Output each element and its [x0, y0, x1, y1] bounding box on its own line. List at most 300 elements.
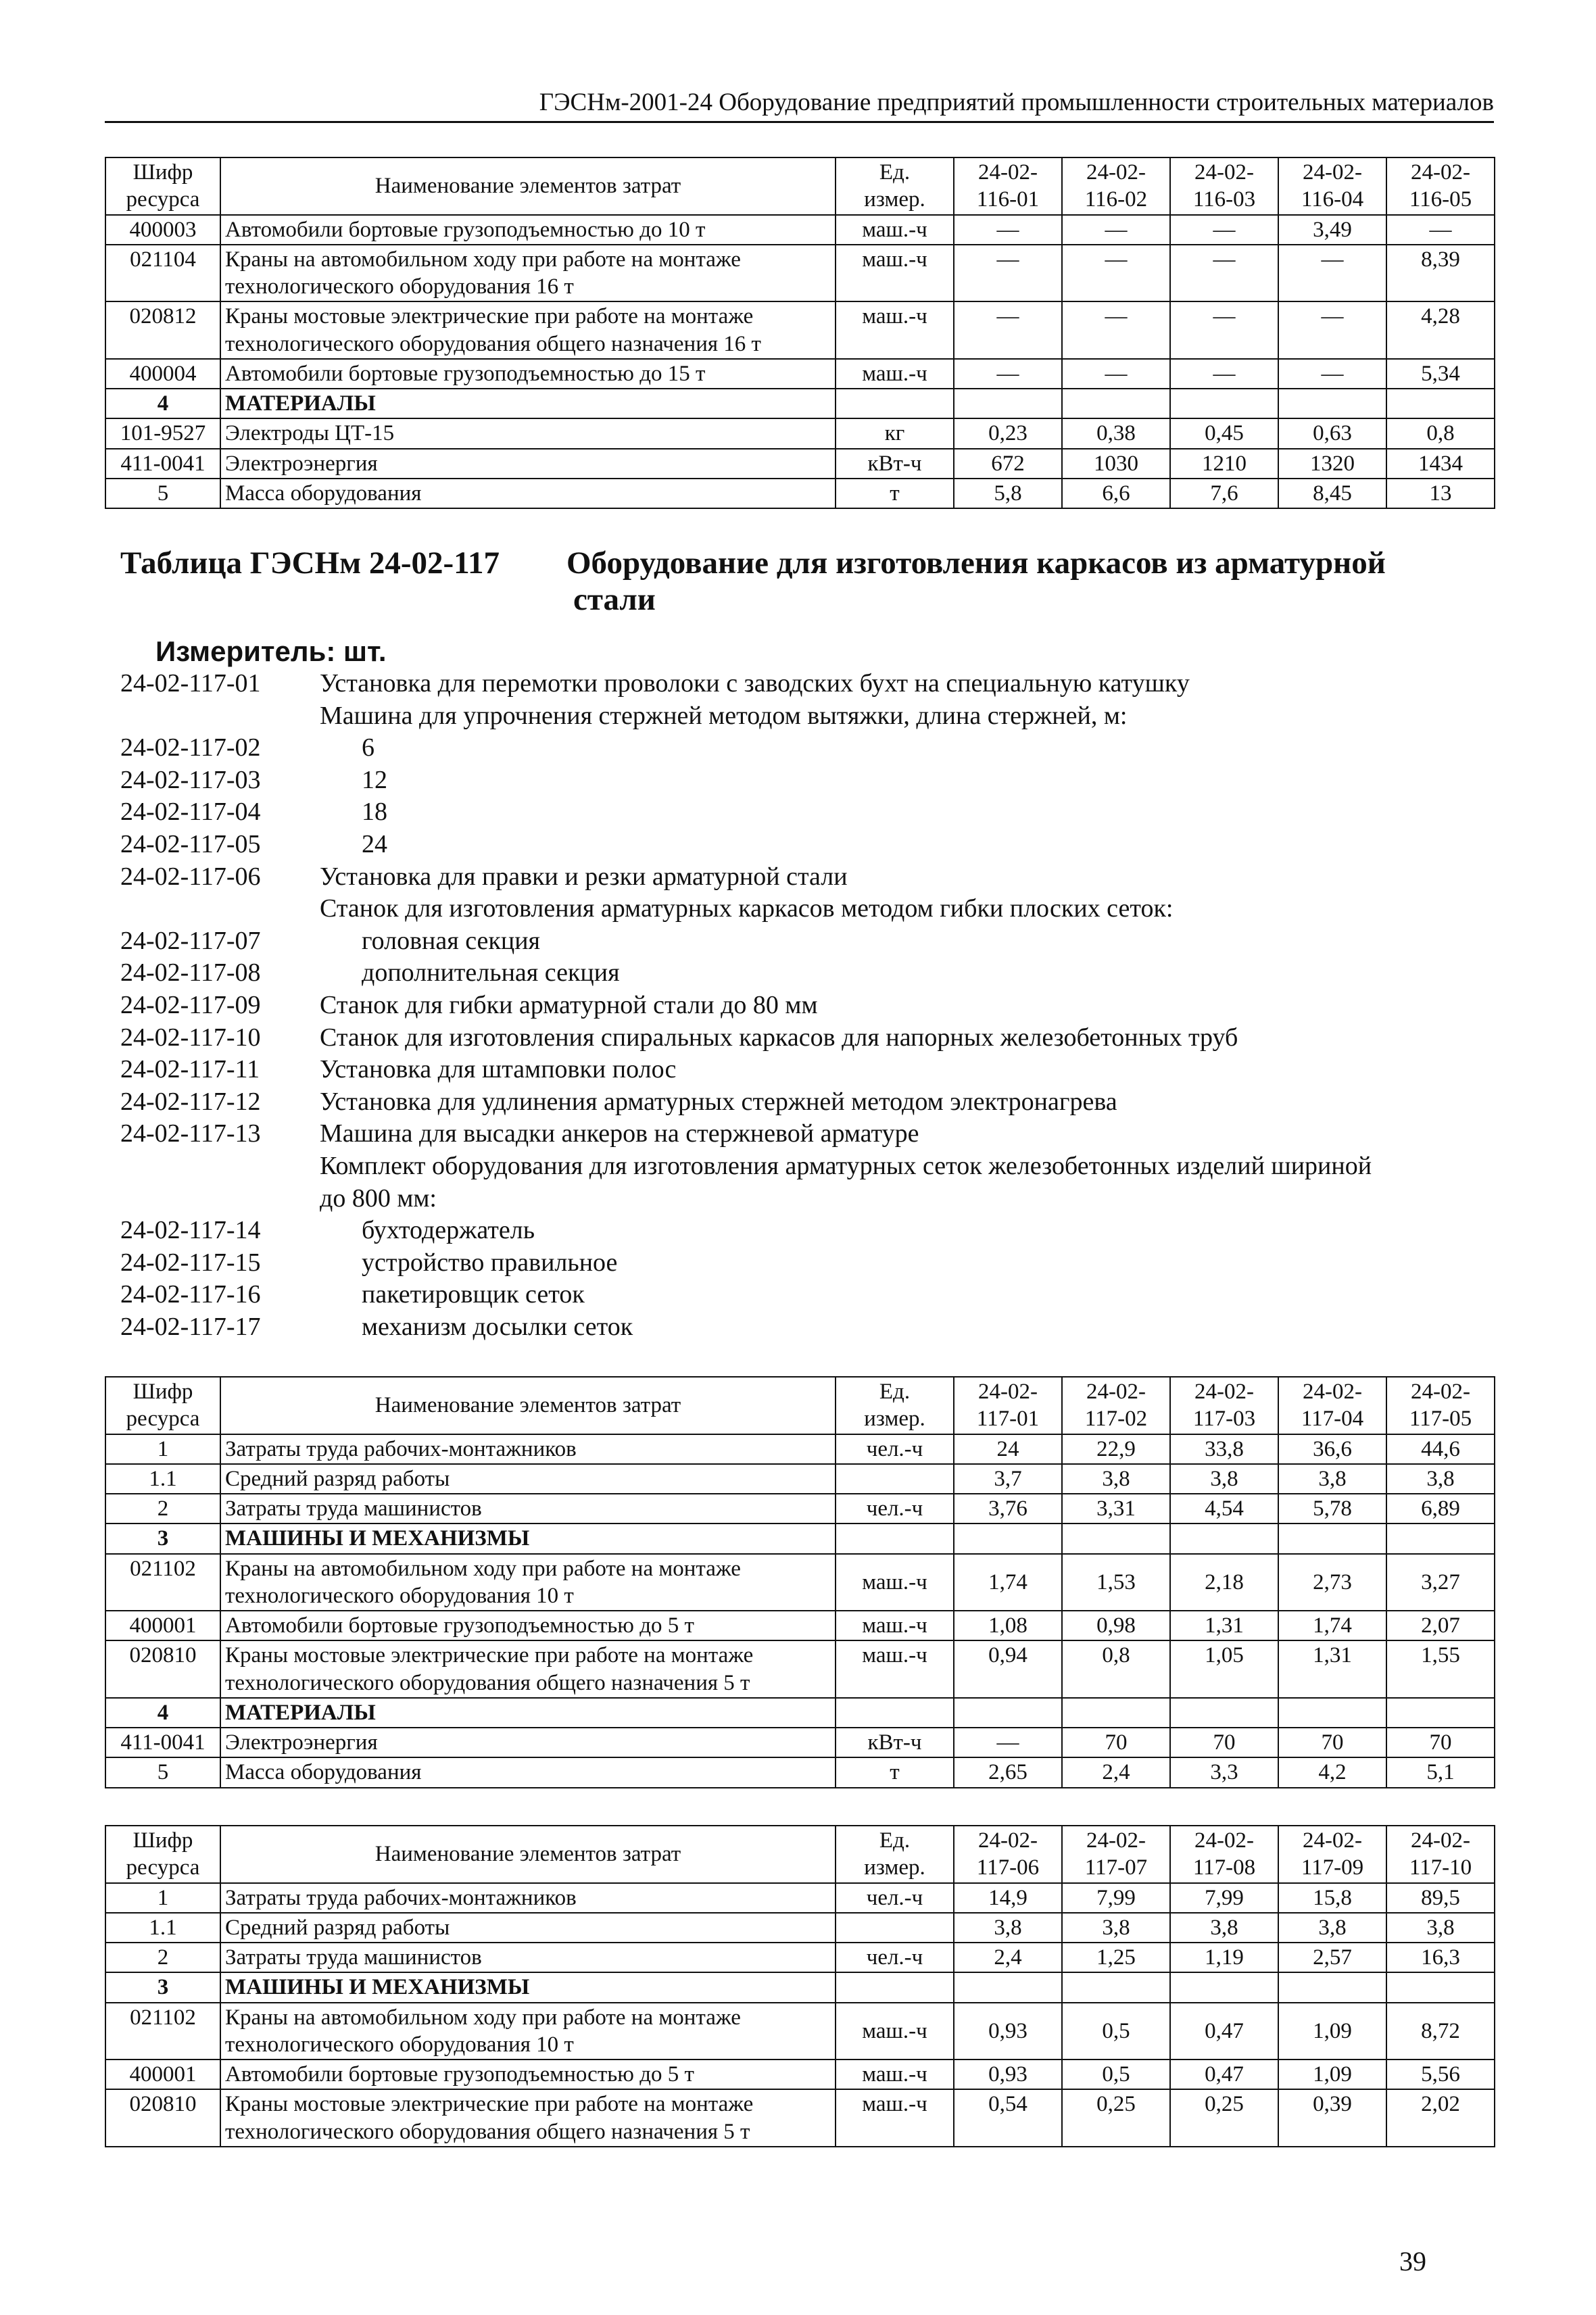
resource-name: [220, 1554, 836, 1611]
unit: чел.-ч: [836, 1943, 954, 1972]
value-cell: 3,8: [1386, 1913, 1495, 1943]
work-code: 24-02-117-16: [120, 1280, 261, 1309]
resource-code: 1.1: [105, 1464, 220, 1494]
resource-table-117-01-05: [105, 1376, 1495, 1788]
unit: чел.-ч: [836, 1883, 954, 1913]
unit: маш.-ч: [836, 1611, 954, 1640]
work-code: 24-02-117-07: [120, 926, 261, 955]
resource-name: [220, 1434, 836, 1464]
col-header-unit-l2: измер.: [864, 187, 925, 212]
value-cell: 33,8: [1170, 1434, 1278, 1464]
col-header-value-l1: 24-02-: [1194, 1828, 1254, 1853]
table-row: [105, 1611, 1495, 1640]
resource-name-line: технологического оборудования 10 т: [225, 1583, 574, 1608]
unit: чел.-ч: [836, 1494, 954, 1524]
resource-name-line: технологического оборудования общего назначения 5 т: [225, 1670, 750, 1695]
value-cell: 14,9: [954, 1883, 1062, 1913]
section-row: [105, 1524, 1495, 1553]
value-cell: —: [1386, 215, 1495, 245]
value-cell: 3,27: [1386, 1554, 1495, 1611]
col-header-value: [1170, 1377, 1278, 1434]
col-header-value: [954, 1826, 1062, 1883]
resource-name-line: Масса оборудования: [225, 481, 422, 506]
col-header-code: [105, 157, 220, 215]
value-cell: 0,63: [1278, 418, 1386, 448]
value-cell: 2,07: [1386, 1611, 1495, 1640]
resource-name: [220, 215, 836, 245]
value-cell: [1170, 389, 1278, 418]
value-cell: [954, 1698, 1062, 1728]
col-header-name: Наименование элементов затрат: [220, 1826, 836, 1883]
value-cell: 5,34: [1386, 359, 1495, 389]
value-cell: 70: [1278, 1728, 1386, 1757]
work-description: Станок для изготовления арматурных каркасов методом гибки плоских сеток:: [320, 894, 1174, 923]
table-row: [105, 1728, 1495, 1757]
header-row: [105, 1377, 1495, 1434]
col-header-value-l2: 117-03: [1192, 1407, 1256, 1432]
col-header-unit-l2: измер.: [864, 1855, 925, 1880]
table-title-line-1: Оборудование для изготовления каркасов из арматурной: [566, 545, 1386, 581]
work-description: головная секция: [362, 926, 541, 955]
value-cell: 2,02: [1386, 2089, 1495, 2147]
table-row: [105, 1464, 1495, 1494]
col-header-code: [105, 1377, 220, 1434]
col-header-unit: [836, 1377, 954, 1434]
value-cell: 70: [1170, 1728, 1278, 1757]
value-cell: [1278, 389, 1386, 418]
value-cell: 6,6: [1062, 479, 1170, 508]
table-row: [105, 2060, 1495, 2089]
value-cell: [1170, 1524, 1278, 1553]
value-cell: 3,49: [1278, 215, 1386, 245]
resource-name: [220, 1464, 836, 1494]
value-cell: 3,8: [1062, 1913, 1170, 1943]
col-header-value-l2: 117-02: [1084, 1407, 1148, 1432]
work-description: Станок для изготовления спиральных каркасов для напорных железобетонных труб: [320, 1023, 1238, 1052]
value-cell: 5,78: [1278, 1494, 1386, 1524]
resource-name-line: Масса оборудования: [225, 1760, 422, 1785]
work-description: 12: [362, 765, 387, 794]
col-header-value-l1: 24-02-: [1303, 1828, 1362, 1853]
resource-code: 021102: [105, 2003, 220, 2060]
work-description: бухтодержатель: [362, 1216, 535, 1245]
resource-name-line: Электроэнергия: [225, 451, 378, 476]
value-cell: 13: [1386, 479, 1495, 508]
code-row: [120, 1279, 1493, 1311]
resource-code: 020810: [105, 1640, 220, 1698]
table-row: [105, 301, 1495, 359]
resource-name-line: МАШИНЫ И МЕХАНИЗМЫ: [225, 1975, 530, 2000]
col-header-code-l2: ресурса: [126, 187, 200, 212]
col-header-code-l1: Шифр: [132, 1380, 193, 1404]
value-cell: [1386, 1972, 1495, 2002]
value-cell: 0,8: [1386, 418, 1495, 448]
value-cell: —: [954, 245, 1062, 302]
col-header-value: [1278, 157, 1386, 215]
resource-name-line: Краны на автомобильном ходу при работе на монтаже: [225, 1556, 741, 1581]
unit: кВт-ч: [836, 449, 954, 479]
value-cell: —: [1278, 245, 1386, 302]
work-code: [120, 700, 320, 733]
resource-name: [220, 449, 836, 479]
resource-name: [220, 2089, 836, 2147]
resource-name: [220, 245, 836, 302]
col-header-value: [1386, 1826, 1495, 1883]
resource-name: [220, 1494, 836, 1524]
resource-name-line: Средний разряд работы: [225, 1915, 450, 1940]
table-row: [105, 1554, 1495, 1611]
value-cell: 3,8: [1170, 1913, 1278, 1943]
resource-name-line: Автомобили бортовые грузоподъемностью до 5 т: [225, 1613, 694, 1638]
value-cell: 1,31: [1278, 1640, 1386, 1698]
resource-name-line: технологического оборудования 16 т: [225, 274, 574, 299]
col-header-value-l1: 24-02-: [1086, 1828, 1146, 1853]
table-row: [105, 449, 1495, 479]
value-cell: 1,09: [1278, 2003, 1386, 2060]
value-cell: [1062, 1972, 1170, 2002]
value-cell: [954, 1524, 1062, 1553]
col-header-value: [1062, 157, 1170, 215]
value-cell: 7,99: [1170, 1883, 1278, 1913]
value-cell: —: [1170, 359, 1278, 389]
value-cell: 0,93: [954, 2003, 1062, 2060]
value-cell: —: [1170, 215, 1278, 245]
col-header-unit-l2: измер.: [864, 1407, 925, 1432]
resource-name: [220, 1757, 836, 1787]
unit: маш.-ч: [836, 359, 954, 389]
value-cell: 2,18: [1170, 1554, 1278, 1611]
resource-name: [220, 1943, 836, 1972]
col-header-value-l2: 117-08: [1192, 1855, 1256, 1880]
resource-name-line: Краны мостовые электрические при работе на монтаже: [225, 1643, 754, 1668]
value-cell: 36,6: [1278, 1434, 1386, 1464]
col-header-value-l2: 117-04: [1301, 1407, 1364, 1432]
code-row: [120, 1054, 1493, 1086]
table-row: [105, 2089, 1495, 2147]
table-row: [105, 1434, 1495, 1464]
resource-code: 5: [105, 1757, 220, 1787]
value-cell: 3,8: [1062, 1464, 1170, 1494]
value-cell: 2,4: [954, 1943, 1062, 1972]
value-cell: 7,6: [1170, 479, 1278, 508]
value-cell: —: [1278, 359, 1386, 389]
unit: т: [836, 479, 954, 508]
value-cell: 5,8: [954, 479, 1062, 508]
resource-name-line: технологического оборудования общего назначения 16 т: [225, 331, 761, 356]
measure-unit: Измеритель: шт.: [155, 635, 387, 667]
work-description: 6: [362, 733, 374, 762]
resource-code: 5: [105, 479, 220, 508]
value-cell: 70: [1386, 1728, 1495, 1757]
col-header-value-l1: 24-02-: [1194, 160, 1254, 185]
value-cell: —: [1278, 301, 1386, 359]
work-description: механизм досылки сеток: [362, 1312, 633, 1341]
value-cell: 4,54: [1170, 1494, 1278, 1524]
value-cell: 1,74: [954, 1554, 1062, 1611]
value-cell: 0,8: [1062, 1640, 1170, 1698]
col-header-value: [1386, 1377, 1495, 1434]
col-header-value: [1062, 1826, 1170, 1883]
value-cell: 5,1: [1386, 1757, 1495, 1787]
code-row: [120, 1150, 1493, 1183]
table-row: [105, 1943, 1495, 1972]
resource-table-116: [105, 157, 1495, 509]
col-header-value-l1: 24-02-: [978, 1828, 1038, 1853]
value-cell: [954, 1972, 1062, 2002]
resource-name: [220, 1728, 836, 1757]
table-row: [105, 1757, 1495, 1787]
value-cell: 0,23: [954, 418, 1062, 448]
col-header-value: [1278, 1826, 1386, 1883]
col-header-value-l2: 116-04: [1301, 187, 1364, 212]
value-cell: 15,8: [1278, 1883, 1386, 1913]
resource-name: [220, 2060, 836, 2089]
col-header-value-l2: 116-01: [976, 187, 1040, 212]
value-cell: 4,28: [1386, 301, 1495, 359]
resource-code: 400001: [105, 1611, 220, 1640]
value-cell: 8,45: [1278, 479, 1386, 508]
col-header-value-l2: 117-07: [1084, 1855, 1148, 1880]
col-header-value-l2: 116-03: [1192, 187, 1256, 212]
value-cell: [1170, 1972, 1278, 2002]
work-description: Установка для правки и резки арматурной стали: [320, 862, 848, 891]
resource-code: 1: [105, 1883, 220, 1913]
value-cell: 2,57: [1278, 1943, 1386, 1972]
work-code: 24-02-117-02: [120, 733, 261, 762]
resource-name-line: Краны мостовые электрические при работе на монтаже: [225, 304, 754, 329]
col-header-unit-l1: Ед.: [879, 1380, 911, 1404]
value-cell: [1386, 389, 1495, 418]
value-cell: 3,7: [954, 1464, 1062, 1494]
value-cell: 8,72: [1386, 2003, 1495, 2060]
resource-code: 400004: [105, 359, 220, 389]
col-header-code-l2: ресурса: [126, 1855, 200, 1880]
value-cell: 2,73: [1278, 1554, 1386, 1611]
code-row: [120, 1086, 1493, 1119]
value-cell: —: [1062, 215, 1170, 245]
work-codes-list: [120, 668, 1493, 1343]
value-cell: 24: [954, 1434, 1062, 1464]
col-header-code-l1: Шифр: [132, 1828, 193, 1853]
value-cell: [1278, 1698, 1386, 1728]
code-row: [120, 1118, 1493, 1150]
work-code: 24-02-117-10: [120, 1023, 261, 1052]
value-cell: 3,3: [1170, 1757, 1278, 1787]
section-row: [105, 1698, 1495, 1728]
work-code: 24-02-117-17: [120, 1312, 261, 1341]
unit: кг: [836, 418, 954, 448]
work-code: 24-02-117-15: [120, 1248, 261, 1277]
code-row: [120, 925, 1493, 958]
work-code: [120, 893, 320, 925]
work-description: дополнительная секция: [362, 958, 620, 988]
col-header-value-l2: 117-09: [1301, 1855, 1364, 1880]
value-cell: 1,53: [1062, 1554, 1170, 1611]
resource-name-line: Затраты труда машинистов: [225, 1496, 482, 1521]
resource-name: [220, 2003, 836, 2060]
code-row: [120, 957, 1493, 990]
work-description: пакетировщик сеток: [362, 1280, 585, 1309]
value-cell: 3,31: [1062, 1494, 1170, 1524]
value-cell: —: [954, 1728, 1062, 1757]
col-header-value: [954, 1377, 1062, 1434]
col-header-value-l2: 117-05: [1409, 1407, 1472, 1432]
value-cell: 3,8: [1386, 1464, 1495, 1494]
table-row: [105, 1913, 1495, 1943]
table-row: [105, 359, 1495, 389]
value-cell: 16,3: [1386, 1943, 1495, 1972]
value-cell: 0,5: [1062, 2060, 1170, 2089]
code-row: [120, 1215, 1493, 1247]
col-header-value: [954, 157, 1062, 215]
value-cell: 70: [1062, 1728, 1170, 1757]
value-cell: [1386, 1698, 1495, 1728]
value-cell: —: [954, 359, 1062, 389]
resource-name: [220, 1524, 836, 1553]
resource-code: 400003: [105, 215, 220, 245]
section-row: [105, 1972, 1495, 2002]
work-code: 24-02-117-08: [120, 958, 261, 988]
value-cell: —: [1170, 245, 1278, 302]
work-description: 24: [362, 829, 387, 858]
value-cell: 22,9: [1062, 1434, 1170, 1464]
resource-name: [220, 301, 836, 359]
value-cell: 3,76: [954, 1494, 1062, 1524]
code-row: [120, 700, 1493, 733]
work-description: Установка для удлинения арматурных стержней методом электронагрева: [320, 1087, 1117, 1116]
code-row: [120, 796, 1493, 829]
page-number: 39: [1399, 2246, 1426, 2276]
work-code: 24-02-117-04: [120, 798, 261, 827]
work-description: Машина для высадки анкеров на стержневой арматуре: [320, 1119, 919, 1148]
resource-code: 411-0041: [105, 449, 220, 479]
col-header-value-l1: 24-02-: [978, 1380, 1038, 1404]
resource-name: [220, 1883, 836, 1913]
header-row: [105, 1826, 1495, 1883]
value-cell: 44,6: [1386, 1434, 1495, 1464]
col-header-value-l1: 24-02-: [1411, 1828, 1470, 1853]
unit: [836, 1524, 954, 1553]
value-cell: 0,39: [1278, 2089, 1386, 2147]
value-cell: —: [954, 301, 1062, 359]
value-cell: 0,54: [954, 2089, 1062, 2147]
value-cell: 5,56: [1386, 2060, 1495, 2089]
unit: маш.-ч: [836, 245, 954, 302]
table-row: [105, 215, 1495, 245]
col-header-value-l2: 116-05: [1409, 187, 1472, 212]
value-cell: [1062, 1524, 1170, 1553]
unit: маш.-ч: [836, 301, 954, 359]
table-row: [105, 2003, 1495, 2060]
value-cell: 1210: [1170, 449, 1278, 479]
resource-code: 2: [105, 1943, 220, 1972]
resource-name-line: МАТЕРИАЛЫ: [225, 1700, 376, 1725]
resource-name: [220, 479, 836, 508]
work-description: Машина для упрочнения стержней методом вытяжки, длина стержней, м:: [320, 701, 1128, 730]
resource-name: [220, 418, 836, 448]
resource-name-line: Затраты труда машинистов: [225, 1945, 482, 1970]
resource-name: [220, 1698, 836, 1728]
value-cell: 0,5: [1062, 2003, 1170, 2060]
unit: маш.-ч: [836, 2089, 954, 2147]
resource-name-line: Краны мостовые электрические при работе на монтаже: [225, 2092, 754, 2117]
running-header: ГЭСНм-2001-24 Оборудование предприятий промышленности строительных материалов: [105, 88, 1494, 123]
col-header-value: [1062, 1377, 1170, 1434]
work-code: 24-02-117-14: [120, 1216, 261, 1245]
value-cell: [1386, 1524, 1495, 1553]
col-header-value-l1: 24-02-: [1411, 160, 1470, 185]
resource-name-line: Затраты труда рабочих-монтажников: [225, 1436, 577, 1461]
unit: [836, 1913, 954, 1943]
col-header-value-l1: 24-02-: [978, 160, 1038, 185]
value-cell: 1,08: [954, 1611, 1062, 1640]
value-cell: —: [1170, 301, 1278, 359]
value-cell: 0,47: [1170, 2003, 1278, 2060]
unit: [836, 389, 954, 418]
value-cell: [1170, 1698, 1278, 1728]
resource-name: [220, 1640, 836, 1698]
resource-code: 400001: [105, 2060, 220, 2089]
work-description: Установка для штамповки полос: [320, 1055, 677, 1084]
unit: чел.-ч: [836, 1434, 954, 1464]
col-header-code-l2: ресурса: [126, 1407, 200, 1432]
col-header-unit-l1: Ед.: [879, 1828, 911, 1853]
col-header-value-l1: 24-02-: [1086, 1380, 1146, 1404]
resource-name-line: технологического оборудования общего назначения 5 т: [225, 2119, 750, 2144]
work-description: Комплект оборудования для изготовления арматурных сеток железобетонных изделий шириной: [320, 1151, 1372, 1180]
table-title: [566, 545, 1472, 618]
resource-name: [220, 1611, 836, 1640]
value-cell: 4,2: [1278, 1757, 1386, 1787]
code-row: [120, 1183, 1493, 1215]
work-code: 24-02-117-12: [120, 1087, 261, 1116]
value-cell: 3,8: [1278, 1464, 1386, 1494]
resource-code: 020812: [105, 301, 220, 359]
value-cell: 0,93: [954, 2060, 1062, 2089]
value-cell: 6,89: [1386, 1494, 1495, 1524]
resource-code: 1.1: [105, 1913, 220, 1943]
value-cell: 1,19: [1170, 1943, 1278, 1972]
table-row: [105, 1640, 1495, 1698]
col-header-unit: [836, 157, 954, 215]
code-row: [120, 668, 1493, 700]
resource-name-line: Краны на автомобильном ходу при работе на монтаже: [225, 2005, 741, 2030]
col-header-value: [1170, 1826, 1278, 1883]
unit: т: [836, 1757, 954, 1787]
unit: маш.-ч: [836, 1554, 954, 1611]
resource-name: [220, 1913, 836, 1943]
work-description: до 800 мм:: [320, 1184, 437, 1213]
work-code: 24-02-117-06: [120, 862, 261, 891]
resource-table-117-06-10: [105, 1825, 1495, 2147]
col-header-value: [1386, 157, 1495, 215]
value-cell: —: [1062, 245, 1170, 302]
col-header-code: [105, 1826, 220, 1883]
unit: маш.-ч: [836, 1640, 954, 1698]
unit: [836, 1698, 954, 1728]
work-code: 24-02-117-13: [120, 1119, 261, 1148]
resource-name-line: Автомобили бортовые грузоподъемностью до 15 т: [225, 361, 706, 386]
resource-name-line: Автомобили бортовые грузоподъемностью до 10 т: [225, 217, 706, 242]
resource-code: 4: [105, 1698, 220, 1728]
value-cell: 1,55: [1386, 1640, 1495, 1698]
col-header-value: [1170, 157, 1278, 215]
work-code: 24-02-117-03: [120, 765, 261, 794]
unit: [836, 1464, 954, 1494]
value-cell: 1,74: [1278, 1611, 1386, 1640]
resource-name: [220, 1972, 836, 2002]
value-cell: [1062, 389, 1170, 418]
